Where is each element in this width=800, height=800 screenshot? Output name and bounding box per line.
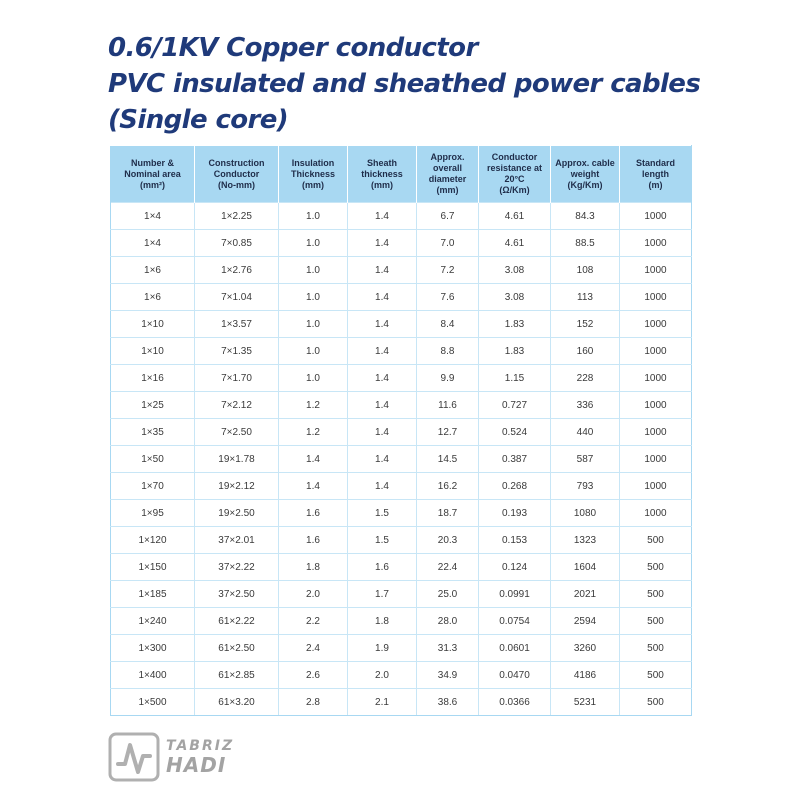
table-cell: 1.4: [279, 473, 348, 500]
table-cell: 3.08: [479, 284, 551, 311]
table-cell: 1.4: [279, 446, 348, 473]
table-cell: 1×70: [111, 473, 195, 500]
table-cell: 37×2.22: [195, 554, 279, 581]
table-cell: 8.4: [417, 311, 479, 338]
table-cell: 1×4: [111, 230, 195, 257]
table-row: [111, 230, 692, 257]
table-cell: 1.2: [279, 392, 348, 419]
table-cell: 1323: [551, 527, 620, 554]
column-header: [417, 146, 479, 203]
table-cell: 1080: [551, 500, 620, 527]
table-cell: 1000: [620, 230, 692, 257]
tabriz-hadi-logo-icon: [108, 732, 160, 782]
table-cell: 19×2.12: [195, 473, 279, 500]
table-row: [111, 257, 692, 284]
table-cell: 793: [551, 473, 620, 500]
table-cell: 1×6: [111, 284, 195, 311]
table-cell: 1.6: [348, 554, 417, 581]
table-cell: 3.08: [479, 257, 551, 284]
table-cell: 1×35: [111, 419, 195, 446]
table-cell: 1×2.25: [195, 203, 279, 230]
column-header-line: (mm): [436, 185, 459, 195]
table-cell: 61×3.20: [195, 689, 279, 716]
table-cell: 1000: [620, 446, 692, 473]
table-cell: 7×1.04: [195, 284, 279, 311]
table-cell: 84.3: [551, 203, 620, 230]
table-cell: 1000: [620, 500, 692, 527]
table-cell: 7×0.85: [195, 230, 279, 257]
table-cell: 1000: [620, 473, 692, 500]
table-cell: 0.0366: [479, 689, 551, 716]
table-row: [111, 419, 692, 446]
table-cell: 1.4: [348, 365, 417, 392]
table-cell: 1.83: [479, 311, 551, 338]
cable-spec-table-container: [110, 145, 691, 716]
table-row: [111, 446, 692, 473]
table-cell: 1000: [620, 392, 692, 419]
table-cell: 7×1.70: [195, 365, 279, 392]
table-cell: 1×3.57: [195, 311, 279, 338]
table-cell: 37×2.50: [195, 581, 279, 608]
table-cell: 2.4: [279, 635, 348, 662]
table-cell: 28.0: [417, 608, 479, 635]
table-cell: 1000: [620, 419, 692, 446]
column-header-line: length: [642, 168, 669, 179]
table-cell: 500: [620, 581, 692, 608]
column-header: [551, 146, 620, 203]
table-cell: 1.4: [348, 338, 417, 365]
table-cell: 14.5: [417, 446, 479, 473]
table-cell: 1.83: [479, 338, 551, 365]
table-row: [111, 581, 692, 608]
table-row: [111, 662, 692, 689]
table-cell: 7.6: [417, 284, 479, 311]
table-cell: 0.268: [479, 473, 551, 500]
cable-spec-table: [110, 145, 692, 716]
table-cell: 1.4: [348, 257, 417, 284]
column-header-line: (mm): [302, 179, 324, 190]
table-cell: 1×400: [111, 662, 195, 689]
title-line-2: PVC insulated and sheathed power cables: [108, 69, 701, 99]
table-cell: 19×1.78: [195, 446, 279, 473]
table-cell: 9.9: [417, 365, 479, 392]
table-cell: 61×2.22: [195, 608, 279, 635]
table-cell: 4.61: [479, 230, 551, 257]
table-cell: 1×16: [111, 365, 195, 392]
table-cell: 1.5: [348, 500, 417, 527]
table-cell: 1000: [620, 257, 692, 284]
title-line-3: (Single core): [108, 105, 289, 135]
table-cell: 1.0: [279, 230, 348, 257]
table-row: [111, 689, 692, 716]
table-cell: 1.8: [348, 608, 417, 635]
table-cell: 1×185: [111, 581, 195, 608]
table-cell: 7×2.50: [195, 419, 279, 446]
column-header: [279, 146, 348, 203]
table-cell: 22.4: [417, 554, 479, 581]
table-cell: 2.0: [348, 662, 417, 689]
column-header: [348, 146, 417, 203]
table-cell: 5231: [551, 689, 620, 716]
page-title: [108, 30, 700, 138]
logo-line-1: TABRIZ: [166, 738, 235, 754]
table-cell: 228: [551, 365, 620, 392]
table-cell: 16.2: [417, 473, 479, 500]
table-cell: 2.6: [279, 662, 348, 689]
table-cell: 1000: [620, 311, 692, 338]
table-cell: 11.6: [417, 392, 479, 419]
column-header-line: weight: [570, 168, 600, 179]
table-cell: 1.6: [279, 527, 348, 554]
table-cell: 1×300: [111, 635, 195, 662]
table-cell: 440: [551, 419, 620, 446]
table-cell: 1.4: [348, 284, 417, 311]
table-cell: 18.7: [417, 500, 479, 527]
table-row: [111, 554, 692, 581]
column-header-line: Approx.: [430, 152, 465, 162]
table-row: [111, 338, 692, 365]
table-cell: 1.0: [279, 257, 348, 284]
table-cell: 37×2.01: [195, 527, 279, 554]
table-cell: 500: [620, 662, 692, 689]
table-cell: 1×4: [111, 203, 195, 230]
table-cell: 12.7: [417, 419, 479, 446]
title-line-1: 0.6/1KV Copper conductor: [108, 33, 478, 63]
table-cell: 61×2.50: [195, 635, 279, 662]
table-cell: 2.0: [279, 581, 348, 608]
column-header: [111, 146, 195, 203]
table-cell: 1.4: [348, 311, 417, 338]
table-cell: 1×25: [111, 392, 195, 419]
table-cell: 7.2: [417, 257, 479, 284]
table-row: [111, 500, 692, 527]
table-cell: 0.387: [479, 446, 551, 473]
table-cell: 587: [551, 446, 620, 473]
column-header-line: Sheath: [366, 157, 397, 168]
table-row: [111, 203, 692, 230]
column-header-line: (m): [648, 179, 663, 190]
column-header-line: (Kg/Km): [567, 179, 603, 190]
table-row: [111, 311, 692, 338]
table-cell: 500: [620, 635, 692, 662]
table-cell: 20.3: [417, 527, 479, 554]
table-cell: 1.9: [348, 635, 417, 662]
table-row: [111, 392, 692, 419]
logo-line-2: HADI: [166, 753, 227, 777]
table-cell: 1×240: [111, 608, 195, 635]
table-cell: 1.0: [279, 311, 348, 338]
table-cell: 1.0: [279, 284, 348, 311]
column-header-line: Insulation: [291, 157, 335, 168]
table-cell: 1×10: [111, 338, 195, 365]
table-body: [111, 203, 692, 716]
table-cell: 1×120: [111, 527, 195, 554]
table-cell: 1×2.76: [195, 257, 279, 284]
table-row: [111, 284, 692, 311]
column-header-line: Conductor: [213, 168, 260, 179]
table-cell: 0.193: [479, 500, 551, 527]
table-cell: 1.4: [348, 419, 417, 446]
table-cell: 1.4: [348, 203, 417, 230]
column-header-line: thickness: [361, 168, 403, 179]
table-cell: 1×6: [111, 257, 195, 284]
table-cell: 7×2.12: [195, 392, 279, 419]
column-header: [195, 146, 279, 203]
table-cell: 61×2.85: [195, 662, 279, 689]
table-cell: 8.8: [417, 338, 479, 365]
table-cell: 1000: [620, 203, 692, 230]
table-cell: 152: [551, 311, 620, 338]
table-cell: 4.61: [479, 203, 551, 230]
table-cell: 0.727: [479, 392, 551, 419]
table-cell: 34.9: [417, 662, 479, 689]
table-cell: 2021: [551, 581, 620, 608]
table-cell: 1.4: [348, 446, 417, 473]
table-cell: 1.2: [279, 419, 348, 446]
table-cell: 1.0: [279, 365, 348, 392]
column-header-line: (mm): [371, 179, 393, 190]
table-cell: 1000: [620, 338, 692, 365]
table-cell: 1000: [620, 365, 692, 392]
table-cell: 1×10: [111, 311, 195, 338]
column-header-line: diameter: [428, 174, 467, 184]
table-cell: 500: [620, 689, 692, 716]
table-cell: 0.0991: [479, 581, 551, 608]
table-cell: 1000: [620, 284, 692, 311]
column-header-line: (mm²): [140, 179, 165, 190]
table-cell: 1×95: [111, 500, 195, 527]
column-header-line: Conductor: [491, 152, 538, 162]
company-logo: [108, 732, 268, 782]
column-header: [479, 146, 551, 203]
table-cell: 1.0: [279, 203, 348, 230]
table-cell: 2594: [551, 608, 620, 635]
table-row: [111, 608, 692, 635]
column-header-line: (No-mm): [218, 179, 255, 190]
column-header-line: Nominal area: [124, 168, 181, 179]
table-cell: 160: [551, 338, 620, 365]
table-cell: 1.4: [348, 230, 417, 257]
column-header-line: Approx. cable: [555, 157, 615, 168]
table-cell: 336: [551, 392, 620, 419]
table-cell: 1604: [551, 554, 620, 581]
table-cell: 1.4: [348, 473, 417, 500]
table-cell: 1.6: [279, 500, 348, 527]
table-row: [111, 473, 692, 500]
column-header-line: Standard: [635, 157, 675, 168]
table-cell: 1.8: [279, 554, 348, 581]
table-cell: 1.15: [479, 365, 551, 392]
table-cell: 2.1: [348, 689, 417, 716]
table-cell: 2.8: [279, 689, 348, 716]
table-cell: 1.7: [348, 581, 417, 608]
table-cell: 0.153: [479, 527, 551, 554]
table-cell: 0.124: [479, 554, 551, 581]
table-cell: 113: [551, 284, 620, 311]
column-header-line: overall: [432, 163, 463, 173]
table-cell: 1×500: [111, 689, 195, 716]
table-row: [111, 365, 692, 392]
table-cell: 0.0754: [479, 608, 551, 635]
table-cell: 108: [551, 257, 620, 284]
table-cell: 2.2: [279, 608, 348, 635]
logo-text: [166, 738, 234, 776]
table-cell: 25.0: [417, 581, 479, 608]
table-cell: 0.0601: [479, 635, 551, 662]
table-cell: 38.6: [417, 689, 479, 716]
table-cell: 19×2.50: [195, 500, 279, 527]
table-cell: 1.4: [348, 392, 417, 419]
table-cell: 31.3: [417, 635, 479, 662]
table-cell: 7.0: [417, 230, 479, 257]
table-cell: 6.7: [417, 203, 479, 230]
table-cell: 0.0470: [479, 662, 551, 689]
column-header-line: resistance at: [486, 163, 543, 173]
table-cell: 4186: [551, 662, 620, 689]
table-cell: 500: [620, 554, 692, 581]
column-header-line: Construction: [208, 157, 265, 168]
table-row: [111, 635, 692, 662]
column-header-line: Thickness: [290, 168, 336, 179]
column-header: [620, 146, 692, 203]
column-header-line: (Ω/Km): [499, 185, 530, 195]
table-cell: 1×50: [111, 446, 195, 473]
table-cell: 1×150: [111, 554, 195, 581]
table-cell: 500: [620, 527, 692, 554]
table-cell: 88.5: [551, 230, 620, 257]
table-cell: 1.0: [279, 338, 348, 365]
column-header-line: Number &: [130, 157, 174, 168]
table-cell: 0.524: [479, 419, 551, 446]
column-header-line: 20°C: [504, 174, 525, 184]
table-header-row: [111, 146, 692, 203]
table-cell: 500: [620, 608, 692, 635]
table-cell: 3260: [551, 635, 620, 662]
table-row: [111, 527, 692, 554]
table-cell: 7×1.35: [195, 338, 279, 365]
table-cell: 1.5: [348, 527, 417, 554]
